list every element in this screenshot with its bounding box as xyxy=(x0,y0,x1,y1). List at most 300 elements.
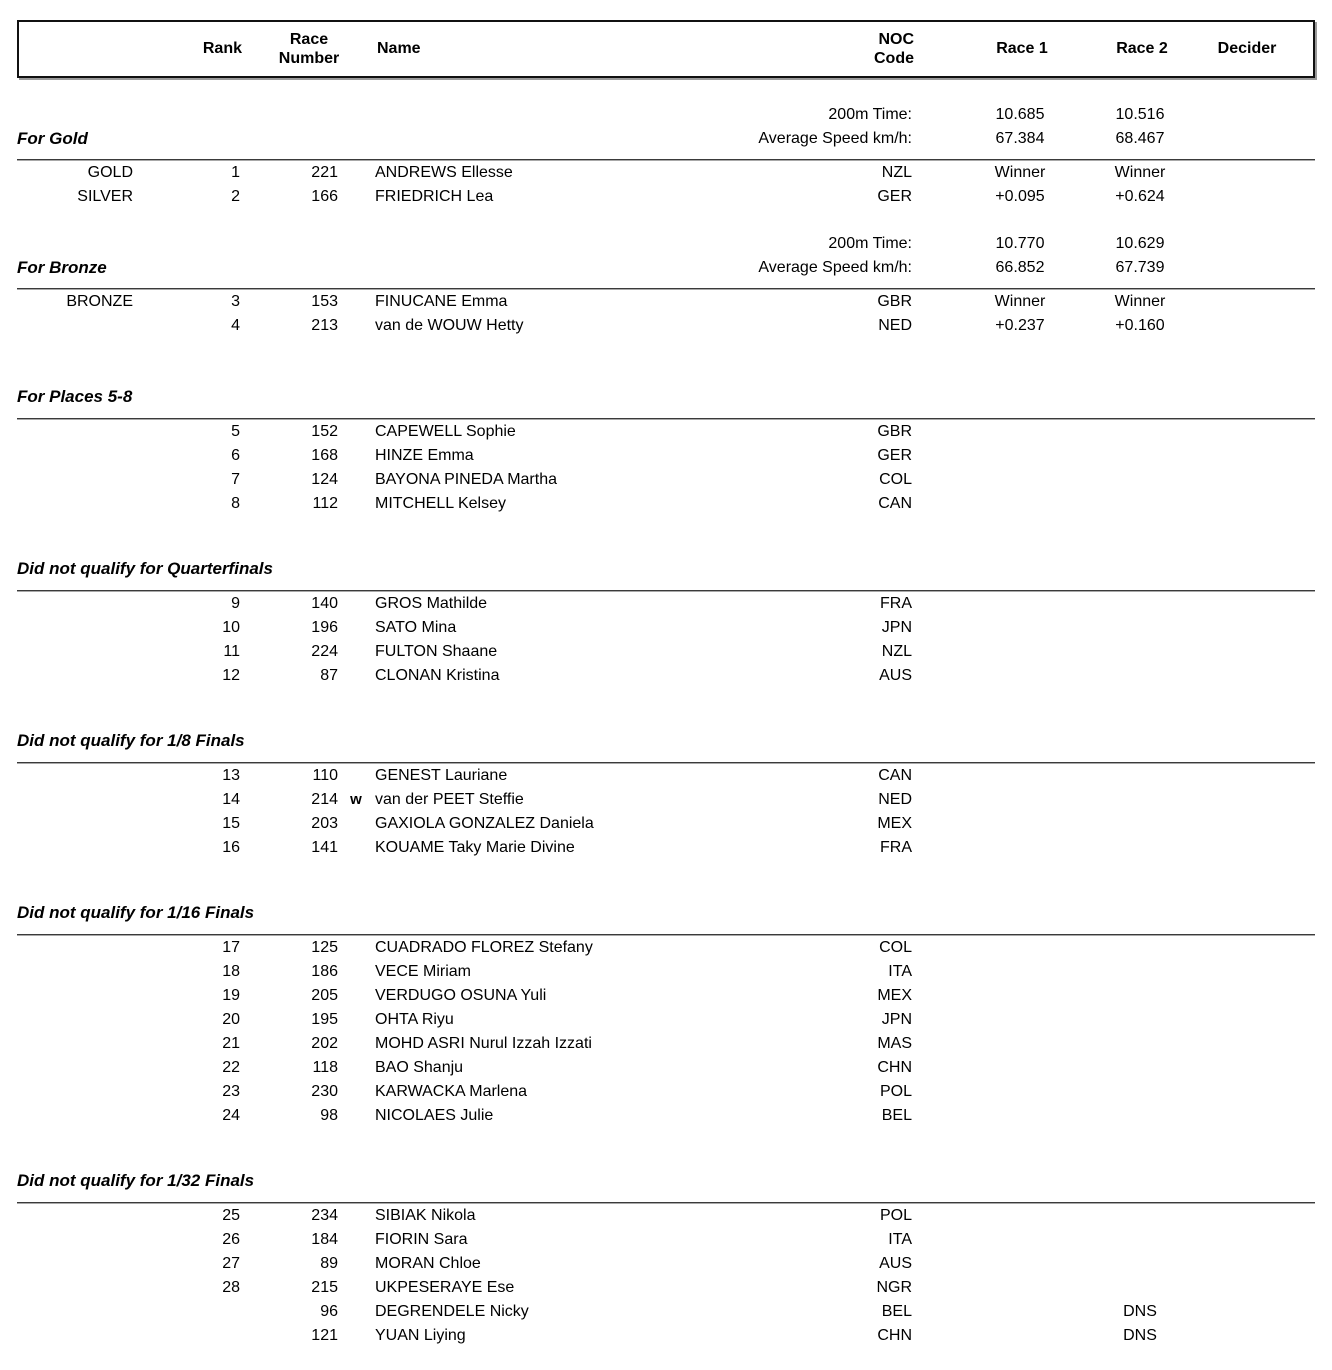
noc-code-cell: GBR xyxy=(877,423,912,440)
name-cell: FINUCANE Emma xyxy=(375,293,508,310)
noc-code-cell: BEL xyxy=(881,1107,912,1124)
w-marker xyxy=(338,444,374,468)
info-row-200m-time xyxy=(17,232,1315,256)
noc-code-cell: GBR xyxy=(877,293,912,310)
race-number-cell: 121 xyxy=(311,1327,338,1344)
name-cell: GENEST Lauriane xyxy=(375,767,508,784)
medal-label xyxy=(17,664,133,688)
race1-cell xyxy=(955,492,1085,516)
column-header-decider: Decider xyxy=(1217,40,1277,57)
medal-label xyxy=(17,788,133,812)
column-header-noc-code xyxy=(822,30,914,68)
race1-cell xyxy=(955,664,1085,688)
decider-cell xyxy=(1195,616,1295,640)
race2-cell xyxy=(1085,640,1195,664)
table-row xyxy=(17,764,1315,788)
rank-cell: 2 xyxy=(231,188,240,205)
table-row xyxy=(17,468,1315,492)
race2-cell xyxy=(1085,1032,1195,1056)
table-row xyxy=(17,1008,1315,1032)
name-cell: CUADRADO FLOREZ Stefany xyxy=(375,939,593,956)
medal-label: GOLD xyxy=(87,164,133,181)
table-row xyxy=(17,788,1315,812)
medal-label xyxy=(17,592,133,616)
race-number-cell: 141 xyxy=(311,839,338,856)
race1-cell: +0.237 xyxy=(995,317,1045,334)
race1-cell xyxy=(955,1104,1085,1128)
section-rows xyxy=(17,936,1315,1128)
w-marker xyxy=(338,1008,374,1032)
name-cell: GROS Mathilde xyxy=(375,595,488,612)
race2-cell: Winner xyxy=(1114,293,1166,310)
noc-code-cell: CHN xyxy=(877,1059,912,1076)
race-number-cell: 112 xyxy=(312,495,338,512)
race2-cell xyxy=(1085,960,1195,984)
race2-cell: DNS xyxy=(1123,1327,1157,1344)
name-cell: CAPEWELL Sophie xyxy=(375,423,516,440)
race2-cell xyxy=(1085,984,1195,1008)
rank-cell: 21 xyxy=(222,1035,240,1052)
w-marker xyxy=(338,1228,374,1252)
table-row xyxy=(17,960,1315,984)
noc-code-cell: AUS xyxy=(879,667,912,684)
race2-cell xyxy=(1085,1056,1195,1080)
race2-cell xyxy=(1085,788,1195,812)
time-race1: 10.770 xyxy=(995,235,1045,252)
info-row-200m-time xyxy=(17,103,1315,127)
race1-cell xyxy=(955,1080,1085,1104)
noc-code-cell: ITA xyxy=(888,1231,912,1248)
name-cell: van de WOUW Hetty xyxy=(375,317,524,334)
decider-cell xyxy=(1195,492,1295,516)
race1-cell xyxy=(955,640,1085,664)
race-number-cell: 152 xyxy=(311,423,338,440)
rank-cell: 19 xyxy=(222,987,240,1004)
race-number-cell: 234 xyxy=(311,1207,338,1224)
name-cell: ANDREWS Ellesse xyxy=(375,164,513,181)
medal-label xyxy=(17,1300,133,1324)
decider-cell xyxy=(1195,1056,1295,1080)
rank-cell: 12 xyxy=(222,667,240,684)
race-number-cell: 96 xyxy=(320,1303,338,1320)
w-marker xyxy=(338,984,374,1008)
race-number-cell: 214 xyxy=(311,791,338,808)
decider-cell xyxy=(1195,290,1295,314)
noc-code-cell: FRA xyxy=(880,839,912,856)
race2-cell xyxy=(1085,764,1195,788)
decider-cell xyxy=(1195,1276,1295,1300)
label-200m-time: 200m Time: xyxy=(828,106,912,123)
race1-cell xyxy=(955,812,1085,836)
noc-code-cell: POL xyxy=(879,1207,912,1224)
name-cell: FRIEDRICH Lea xyxy=(375,188,494,205)
noc-code-cell: GER xyxy=(877,188,912,205)
race2-cell: +0.624 xyxy=(1115,188,1165,205)
name-cell: KARWACKA Marlena xyxy=(375,1083,528,1100)
table-row xyxy=(17,1252,1315,1276)
table-row xyxy=(17,444,1315,468)
medal-label xyxy=(17,764,133,788)
race-number-cell: 213 xyxy=(311,317,338,334)
medal-label xyxy=(17,1276,133,1300)
race2-cell xyxy=(1085,836,1195,860)
race1-cell xyxy=(955,1228,1085,1252)
race-number-cell: 124 xyxy=(311,471,338,488)
race-number-cell: 118 xyxy=(312,1059,338,1076)
w-marker xyxy=(338,468,374,492)
noc-code-cell: JPN xyxy=(881,1011,912,1028)
column-header-rank: Rank xyxy=(202,40,242,57)
rank-cell: 24 xyxy=(222,1107,240,1124)
decider-cell xyxy=(1195,468,1295,492)
name-cell: FULTON Shaane xyxy=(375,643,498,660)
section-rows xyxy=(17,161,1315,209)
race2-cell xyxy=(1085,492,1195,516)
medal-label xyxy=(17,468,133,492)
race-number-cell: 195 xyxy=(311,1011,338,1028)
race1-cell xyxy=(955,1324,1085,1348)
section-heading: For Bronze xyxy=(17,258,107,277)
section-dnq-quarterfinals xyxy=(17,557,1315,688)
rank-cell: 25 xyxy=(222,1207,240,1224)
w-marker xyxy=(338,1204,374,1228)
column-header-noc-line1: NOC xyxy=(878,31,914,48)
rank-cell: 27 xyxy=(222,1255,240,1272)
medal-label xyxy=(17,1104,133,1128)
rank-cell: 9 xyxy=(231,595,240,612)
race1-cell xyxy=(955,788,1085,812)
name-cell: MITCHELL Kelsey xyxy=(375,495,506,512)
section-places-5-8 xyxy=(17,385,1315,516)
medal-label xyxy=(17,444,133,468)
w-marker xyxy=(338,1056,374,1080)
section-heading: For Gold xyxy=(17,129,88,148)
label-avg-speed: Average Speed km/h: xyxy=(758,130,912,147)
table-row xyxy=(17,836,1315,860)
speed-race2: 68.467 xyxy=(1115,130,1165,147)
race-number-cell: 168 xyxy=(311,447,338,464)
rank-cell: 18 xyxy=(222,963,240,980)
name-cell: BAYONA PINEDA Martha xyxy=(375,471,557,488)
rank-cell: 1 xyxy=(231,164,240,181)
decider-cell xyxy=(1195,1008,1295,1032)
name-cell: OHTA Riyu xyxy=(375,1011,454,1028)
section-heading: Did not qualify for 1/8 Finals xyxy=(17,731,245,750)
w-marker xyxy=(338,836,374,860)
column-header-race-number xyxy=(242,30,376,68)
name-cell: NICOLAES Julie xyxy=(375,1107,494,1124)
table-row xyxy=(17,616,1315,640)
table-row xyxy=(17,1032,1315,1056)
name-cell: van der PEET Steffie xyxy=(375,791,524,808)
decider-cell xyxy=(1195,1228,1295,1252)
name-cell: FIORIN Sara xyxy=(375,1231,468,1248)
speed-race1: 66.852 xyxy=(995,259,1045,276)
medal-label xyxy=(17,984,133,1008)
race1-cell xyxy=(955,960,1085,984)
decider-cell xyxy=(1195,960,1295,984)
info-row-avg-speed xyxy=(17,127,1315,151)
w-marker xyxy=(338,161,374,185)
race-number-cell: 215 xyxy=(311,1279,338,1296)
section-rows xyxy=(17,592,1315,688)
race1-cell xyxy=(955,1252,1085,1276)
medal-label: SILVER xyxy=(77,188,133,205)
section-rows xyxy=(17,290,1315,338)
medal-label xyxy=(17,1252,133,1276)
rank-cell: 20 xyxy=(222,1011,240,1028)
noc-code-cell: COL xyxy=(879,939,912,956)
name-cell: KOUAME Taky Marie Divine xyxy=(375,839,575,856)
decider-cell xyxy=(1195,592,1295,616)
column-header-race-number-line2: Number xyxy=(278,50,340,67)
medal-label xyxy=(17,1008,133,1032)
race-number-cell: 153 xyxy=(311,293,338,310)
name-cell: SATO Mina xyxy=(375,619,457,636)
race1-cell xyxy=(955,836,1085,860)
name-cell: VERDUGO OSUNA Yuli xyxy=(375,987,547,1004)
table-row xyxy=(17,314,1315,338)
table-row xyxy=(17,592,1315,616)
column-header-race2: Race 2 xyxy=(1116,40,1168,57)
column-header-race1: Race 1 xyxy=(996,40,1048,57)
section-rows xyxy=(17,420,1315,516)
section-rows xyxy=(17,1204,1315,1348)
decider-cell xyxy=(1195,1204,1295,1228)
w-marker xyxy=(338,290,374,314)
noc-code-cell: JPN xyxy=(881,619,912,636)
race2-cell xyxy=(1085,1008,1195,1032)
race1-cell: +0.095 xyxy=(995,188,1045,205)
noc-code-cell: NED xyxy=(878,317,912,334)
decider-cell xyxy=(1195,1252,1295,1276)
race-number-cell: 166 xyxy=(311,188,338,205)
rank-cell xyxy=(133,1324,240,1348)
race-number-cell: 140 xyxy=(311,595,338,612)
medal-label xyxy=(17,1204,133,1228)
race1-cell xyxy=(955,984,1085,1008)
rank-cell: 26 xyxy=(222,1231,240,1248)
race2-cell xyxy=(1085,664,1195,688)
decider-cell xyxy=(1195,640,1295,664)
noc-code-cell: FRA xyxy=(880,595,912,612)
section-dnq-1-8-finals xyxy=(17,729,1315,860)
decider-cell xyxy=(1195,1032,1295,1056)
name-cell: UKPESERAYE Ese xyxy=(375,1279,515,1296)
race1-cell xyxy=(955,1204,1085,1228)
table-row xyxy=(17,420,1315,444)
name-cell: VECE Miriam xyxy=(375,963,472,980)
rank-cell: 3 xyxy=(231,293,240,310)
race-number-cell: 110 xyxy=(312,767,338,784)
race2-cell xyxy=(1085,1228,1195,1252)
noc-code-cell: MAS xyxy=(877,1035,912,1052)
w-marker xyxy=(338,764,374,788)
medal-label xyxy=(17,1324,133,1348)
table-row xyxy=(17,1228,1315,1252)
w-marker xyxy=(338,1080,374,1104)
medal-label xyxy=(17,1228,133,1252)
rank-cell: 22 xyxy=(222,1059,240,1076)
medal-label xyxy=(17,1080,133,1104)
rank-cell: 8 xyxy=(231,495,240,512)
race2-cell xyxy=(1085,592,1195,616)
decider-cell xyxy=(1195,664,1295,688)
race2-cell xyxy=(1085,1204,1195,1228)
noc-code-cell: BEL xyxy=(881,1303,912,1320)
medal-label xyxy=(17,936,133,960)
table-row xyxy=(17,161,1315,185)
w-marker xyxy=(338,492,374,516)
race1-cell xyxy=(955,1300,1085,1324)
decider-cell xyxy=(1195,1300,1295,1324)
section-heading: For Places 5-8 xyxy=(17,387,133,406)
name-cell: MORAN Chloe xyxy=(375,1255,481,1272)
race1-cell xyxy=(955,444,1085,468)
table-row xyxy=(17,664,1315,688)
table-row xyxy=(17,640,1315,664)
name-cell: YUAN Liying xyxy=(375,1327,466,1344)
w-marker xyxy=(338,185,374,209)
name-cell: SIBIAK Nikola xyxy=(375,1207,476,1224)
rank-cell: 13 xyxy=(222,767,240,784)
race1-cell xyxy=(955,1056,1085,1080)
race2-cell xyxy=(1085,1252,1195,1276)
rank-cell: 7 xyxy=(231,471,240,488)
section-rows xyxy=(17,764,1315,860)
w-marker xyxy=(338,1252,374,1276)
decider-cell xyxy=(1195,936,1295,960)
w-marker: w xyxy=(350,791,362,808)
table-row xyxy=(17,290,1315,314)
rank-cell: 5 xyxy=(231,423,240,440)
race-number-cell: 202 xyxy=(311,1035,338,1052)
decider-cell xyxy=(1195,185,1295,209)
race1-cell xyxy=(955,420,1085,444)
decider-cell xyxy=(1195,984,1295,1008)
name-cell: DEGRENDELE Nicky xyxy=(375,1303,529,1320)
medal-label xyxy=(17,492,133,516)
decider-cell xyxy=(1195,812,1295,836)
race1-cell xyxy=(955,1032,1085,1056)
race-number-cell: 224 xyxy=(311,643,338,660)
race2-cell xyxy=(1085,812,1195,836)
table-row xyxy=(17,1276,1315,1300)
race-number-cell: 186 xyxy=(311,963,338,980)
time-race2: 10.516 xyxy=(1115,106,1165,123)
decider-cell xyxy=(1195,836,1295,860)
race2-cell xyxy=(1085,468,1195,492)
rank-cell: 23 xyxy=(222,1083,240,1100)
race1-cell xyxy=(955,936,1085,960)
table-row xyxy=(17,1300,1315,1324)
decider-cell xyxy=(1195,314,1295,338)
medal-label xyxy=(17,420,133,444)
w-marker xyxy=(338,592,374,616)
w-marker xyxy=(338,1324,374,1348)
race2-cell xyxy=(1085,616,1195,640)
noc-code-cell: AUS xyxy=(879,1255,912,1272)
decider-cell xyxy=(1195,420,1295,444)
rank-cell: 6 xyxy=(231,447,240,464)
decider-cell xyxy=(1195,1324,1295,1348)
race-number-cell: 184 xyxy=(311,1231,338,1248)
speed-race1: 67.384 xyxy=(995,130,1045,147)
race1-cell xyxy=(955,1276,1085,1300)
noc-code-cell: MEX xyxy=(877,987,912,1004)
race-number-cell: 196 xyxy=(311,619,338,636)
race1-cell xyxy=(955,592,1085,616)
race2-cell: DNS xyxy=(1123,1303,1157,1320)
race2-cell xyxy=(1085,1080,1195,1104)
medal-label xyxy=(17,960,133,984)
w-marker xyxy=(338,1032,374,1056)
race2-cell xyxy=(1085,1276,1195,1300)
section-heading: Did not qualify for Quarterfinals xyxy=(17,559,273,578)
w-marker xyxy=(338,664,374,688)
decider-cell xyxy=(1195,444,1295,468)
table-row xyxy=(17,984,1315,1008)
table-row xyxy=(17,936,1315,960)
decider-cell xyxy=(1195,1104,1295,1128)
w-marker xyxy=(338,314,374,338)
race1-cell xyxy=(955,1008,1085,1032)
decider-cell xyxy=(1195,1080,1295,1104)
race-number-cell: 203 xyxy=(311,815,338,832)
noc-code-cell: NZL xyxy=(881,643,912,660)
decider-cell xyxy=(1195,788,1295,812)
rank-cell: 11 xyxy=(223,643,240,660)
w-marker xyxy=(338,420,374,444)
race1-cell: Winner xyxy=(994,293,1046,310)
table-row xyxy=(17,185,1315,209)
table-row xyxy=(17,812,1315,836)
medal-label xyxy=(17,616,133,640)
section-dnq-1-32-finals xyxy=(17,1169,1315,1348)
w-marker xyxy=(338,960,374,984)
section-for-gold xyxy=(17,103,1315,209)
column-header-noc-line2: Code xyxy=(874,50,914,67)
race2-cell xyxy=(1085,936,1195,960)
noc-code-cell: NZL xyxy=(881,164,912,181)
medal-label: BRONZE xyxy=(66,293,133,310)
medal-label xyxy=(17,1032,133,1056)
table-row xyxy=(17,1080,1315,1104)
w-marker xyxy=(338,616,374,640)
race1-cell xyxy=(955,616,1085,640)
decider-cell xyxy=(1195,161,1295,185)
speed-race2: 67.739 xyxy=(1115,259,1165,276)
race-number-cell: 205 xyxy=(311,987,338,1004)
section-heading: Did not qualify for 1/16 Finals xyxy=(17,903,255,922)
race-number-cell: 221 xyxy=(311,164,338,181)
time-race1: 10.685 xyxy=(995,106,1045,123)
name-cell: BAO Shanju xyxy=(375,1059,464,1076)
label-avg-speed: Average Speed km/h: xyxy=(758,259,912,276)
rank-cell: 28 xyxy=(222,1279,240,1296)
medal-label xyxy=(17,836,133,860)
noc-code-cell: POL xyxy=(879,1083,912,1100)
noc-code-cell: NED xyxy=(878,791,912,808)
race1-cell xyxy=(955,764,1085,788)
race-number-cell: 230 xyxy=(311,1083,338,1100)
column-header-name: Name xyxy=(377,40,421,57)
name-cell: CLONAN Kristina xyxy=(375,667,500,684)
name-cell: MOHD ASRI Nurul Izzah Izzati xyxy=(375,1035,592,1052)
table-row xyxy=(17,1204,1315,1228)
medal-label xyxy=(17,1056,133,1080)
noc-code-cell: NGR xyxy=(876,1279,912,1296)
